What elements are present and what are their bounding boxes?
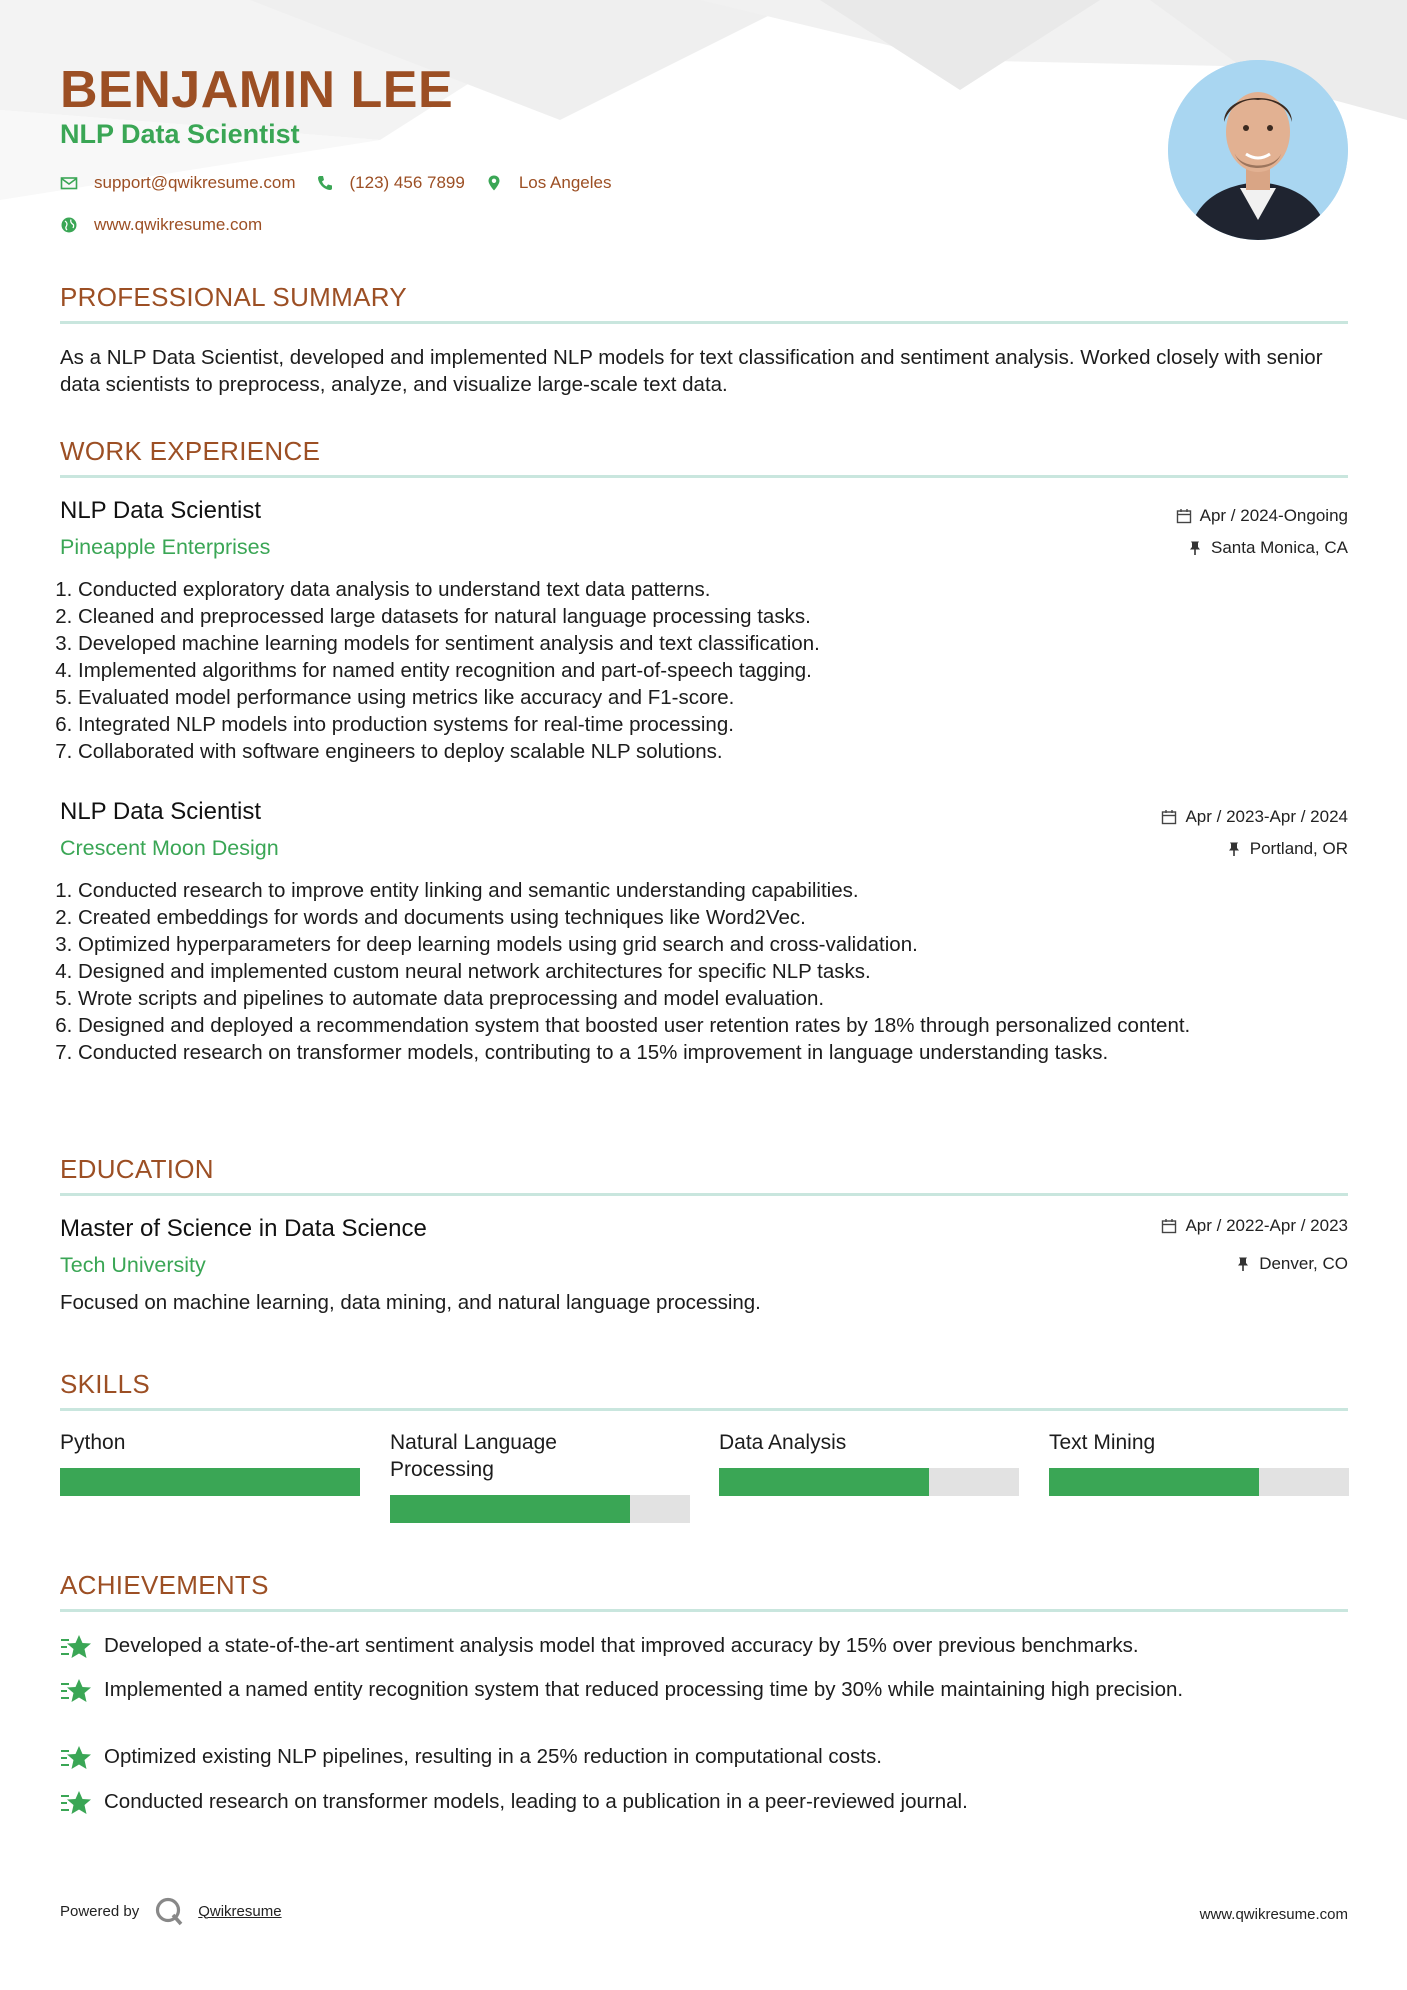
qwikresume-logo-icon bbox=[154, 1896, 184, 1926]
envelope-icon bbox=[60, 174, 78, 192]
skill-bar bbox=[60, 1468, 360, 1496]
job-dates bbox=[1161, 807, 1348, 827]
achievement-item bbox=[60, 1632, 1350, 1660]
avatar-icon bbox=[1168, 60, 1348, 240]
footer-website[interactable]: www.qwikresume.com bbox=[1199, 1906, 1348, 1923]
achievement-item bbox=[60, 1676, 1350, 1704]
list-item: 5. Wrote scripts and pipelines to automate data preprocessing and model evaluation. bbox=[78, 985, 1328, 1012]
education-dates bbox=[1161, 1216, 1348, 1236]
section-divider bbox=[60, 1408, 1348, 1411]
pin-icon bbox=[1187, 540, 1203, 556]
job-company: Crescent Moon Design bbox=[60, 836, 279, 860]
website-text: www.qwikresume.com bbox=[94, 215, 263, 234]
list-item: 5. Evaluated model performance using metrics like accuracy and F1-score. bbox=[78, 684, 1328, 711]
job-location-text: Santa Monica, CA bbox=[1210, 538, 1348, 557]
skill-bar bbox=[719, 1468, 1019, 1496]
job-dates bbox=[1176, 506, 1348, 526]
list-item: 4. Designed and implemented custom neural network architectures for specific NLP tasks. bbox=[78, 958, 1328, 985]
degree-title: Master of Science in Data Science bbox=[60, 1215, 427, 1242]
email-text: support@qwikresume.com bbox=[94, 173, 296, 192]
job-location bbox=[1226, 839, 1348, 859]
job-dates-text: Apr / 2024-Ongoing bbox=[1199, 506, 1348, 525]
list-item: 6. Integrated NLP models into production systems for real-time processing. bbox=[78, 711, 1328, 738]
section-divider bbox=[60, 321, 1348, 324]
phone-icon bbox=[316, 174, 334, 192]
candidate-title: NLP Data Scientist bbox=[60, 119, 300, 149]
section-divider bbox=[60, 475, 1348, 478]
powered-by-label: Powered by bbox=[60, 1902, 140, 1920]
location-text: Los Angeles bbox=[518, 173, 612, 192]
globe-icon bbox=[60, 216, 78, 234]
contact-phone[interactable] bbox=[316, 173, 465, 193]
list-item: 2. Created embeddings for words and documents using techniques like Word2Vec. bbox=[78, 904, 1328, 931]
pin-icon bbox=[1235, 1256, 1251, 1272]
map-pin-icon bbox=[485, 174, 503, 192]
list-item: 1. Conducted exploratory data analysis to understand text data patterns. bbox=[78, 576, 1328, 603]
skill-name: Natural Language Processing bbox=[390, 1431, 557, 1481]
experience-heading: WORK EXPERIENCE bbox=[60, 436, 321, 466]
achievement-item bbox=[60, 1788, 1350, 1816]
list-item: 7. Conducted research on transformer models, contributing to a 15% improvement in language understanding tasks. bbox=[78, 1039, 1328, 1066]
achievements-heading: ACHIEVEMENTS bbox=[60, 1570, 269, 1600]
education-location-text: Denver, CO bbox=[1259, 1254, 1348, 1273]
achievement-text: Conducted research on transformer models, leading to a publication in a peer-reviewed journal. bbox=[104, 1790, 968, 1813]
calendar-icon bbox=[1176, 508, 1192, 524]
skill-data-analysis bbox=[719, 1429, 1019, 1496]
achievement-item bbox=[60, 1743, 1350, 1771]
list-item: 3. Optimized hyperparameters for deep learning models using grid search and cross-validation. bbox=[78, 931, 1328, 958]
qwikresume-link[interactable]: Qwikresume bbox=[198, 1902, 282, 1920]
section-divider bbox=[60, 1193, 1348, 1196]
job-location-text: Portland, OR bbox=[1249, 839, 1348, 858]
achievement-text: Implemented a named entity recognition system that reduced processing time by 30% while maintaining high precision. bbox=[104, 1678, 1184, 1701]
skill-bar-fill bbox=[1049, 1468, 1259, 1496]
skill-nlp bbox=[390, 1429, 690, 1523]
list-item: 3. Developed machine learning models for sentiment analysis and text classification. bbox=[78, 630, 1328, 657]
education-heading: EDUCATION bbox=[60, 1154, 214, 1184]
skill-name: Data Analysis bbox=[719, 1431, 847, 1454]
profile-photo bbox=[1168, 60, 1348, 240]
candidate-name: BENJAMIN LEE bbox=[60, 61, 454, 119]
skill-bar-fill bbox=[60, 1468, 360, 1496]
skill-bar-fill bbox=[390, 1495, 630, 1523]
summary-text: As a NLP Data Scientist, developed and implemented NLP models for text classification and sentiment analysis. Worked closely with senior data scientists to preprocess, analyze, and visualize large-scale text data. bbox=[60, 346, 1323, 396]
list-item: 6. Designed and deployed a recommendation system that boosted user retention rates by 18% through personalized content. bbox=[78, 1012, 1328, 1039]
list-item: 1. Conducted research to improve entity linking and semantic understanding capabilities. bbox=[78, 877, 1328, 904]
skill-bar-fill bbox=[719, 1468, 929, 1496]
skill-name: Python bbox=[60, 1431, 126, 1454]
footer-powered-by bbox=[60, 1896, 282, 1926]
star-icon bbox=[60, 1790, 92, 1816]
pin-icon bbox=[1226, 841, 1242, 857]
contact-website[interactable] bbox=[60, 215, 262, 235]
job-location bbox=[1187, 538, 1348, 558]
list-item: 2. Cleaned and preprocessed large datasets for natural language processing tasks. bbox=[78, 603, 1328, 630]
star-icon bbox=[60, 1634, 92, 1660]
contact-email[interactable] bbox=[60, 173, 296, 193]
job-company: Pineapple Enterprises bbox=[60, 535, 271, 559]
job-bullets bbox=[60, 576, 1328, 765]
job-title: NLP Data Scientist bbox=[60, 497, 261, 524]
achievement-text: Optimized existing NLP pipelines, resulting in a 25% reduction in computational costs. bbox=[104, 1745, 882, 1768]
job-title: NLP Data Scientist bbox=[60, 798, 261, 825]
section-divider bbox=[60, 1609, 1348, 1612]
job-dates-text: Apr / 2023-Apr / 2024 bbox=[1185, 807, 1348, 826]
skill-bar bbox=[390, 1495, 690, 1523]
education-location bbox=[1235, 1254, 1348, 1274]
list-item: 4. Implemented algorithms for named entity recognition and part-of-speech tagging. bbox=[78, 657, 1328, 684]
achievement-text: Developed a state-of-the-art sentiment analysis model that improved accuracy by 15% over previous benchmarks. bbox=[104, 1634, 1139, 1657]
calendar-icon bbox=[1161, 1218, 1177, 1234]
skill-text-mining bbox=[1049, 1429, 1349, 1496]
contact-row-website bbox=[60, 215, 282, 235]
summary-heading: PROFESSIONAL SUMMARY bbox=[60, 282, 407, 312]
education-description: Focused on machine learning, data mining, and natural language processing. bbox=[60, 1291, 761, 1314]
skill-name: Text Mining bbox=[1049, 1431, 1156, 1454]
skill-bar bbox=[1049, 1468, 1349, 1496]
phone-text: (123) 456 7899 bbox=[349, 173, 465, 192]
contact-location bbox=[485, 173, 612, 193]
skill-python bbox=[60, 1429, 360, 1496]
skills-heading: SKILLS bbox=[60, 1369, 150, 1399]
list-item: 7. Collaborated with software engineers to deploy scalable NLP solutions. bbox=[78, 738, 1328, 765]
star-icon bbox=[60, 1745, 92, 1771]
contact-row bbox=[60, 173, 631, 193]
job-bullets bbox=[60, 877, 1328, 1066]
star-icon bbox=[60, 1678, 92, 1704]
school-name: Tech University bbox=[60, 1253, 206, 1277]
education-dates-text: Apr / 2022-Apr / 2023 bbox=[1185, 1216, 1348, 1235]
calendar-icon bbox=[1161, 809, 1177, 825]
